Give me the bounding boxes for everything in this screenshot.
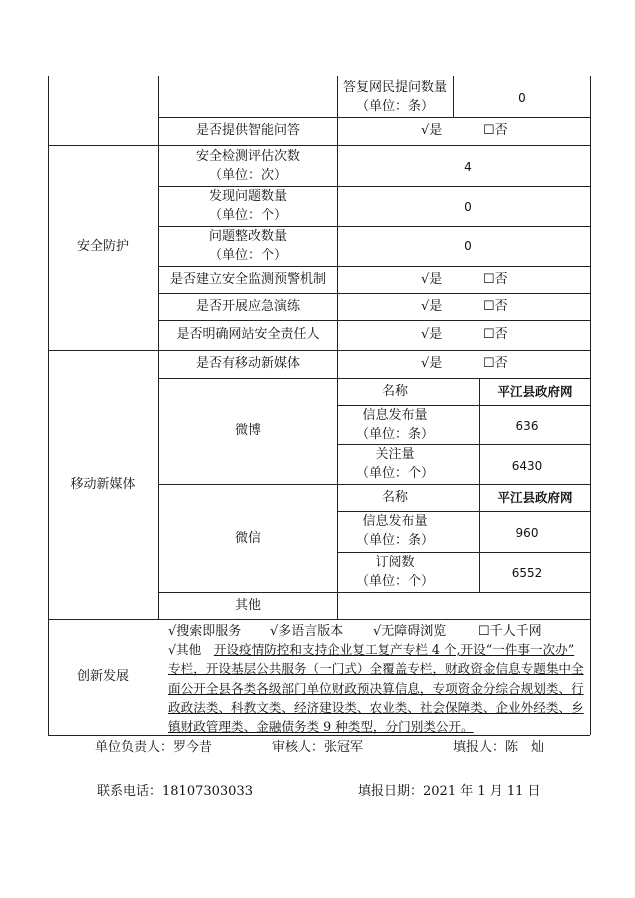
feature-accessibility: √无障碍浏览 [373,624,447,639]
row-rule [48,145,590,146]
reply-count-value: 0 [518,91,526,105]
check-count-label: 安全检测评估次数 [195,149,301,164]
weibo-follow-value: 6430 [511,459,543,473]
weibo-follow-label: 关注量 [375,447,415,462]
reply-count-label: 答复网民提问数量 [342,80,448,95]
issues-fixed-label: 问题整改数量 [208,229,288,244]
row-rule [158,293,590,294]
feature-personalized: ☐千人千网 [478,624,542,639]
issues-found-unit: （单位：个） [208,208,288,223]
smart-qa-no: ☐否 [483,123,508,138]
col-divider-3 [453,76,454,117]
filler: 填报人：陈 灿 [453,740,545,755]
wechat-posts-label: 信息发布量 [362,514,428,529]
monitoring-yes: √是 [421,272,443,287]
innovation-other-line: 镇财政管理类、金融债务类 9 种类型，分门别类公开。 [168,719,474,734]
wechat-label: 微信 [234,531,262,546]
reviewer: 审核人：张冠军 [272,740,364,755]
wechat-sub-value: 6552 [511,566,543,580]
responsible-label: 是否明确网站安全责任人 [176,327,320,342]
responsible-no: ☐否 [483,327,508,342]
has-media-yes: √是 [421,356,443,371]
col-divider-2 [337,76,338,619]
innovation-other-line [168,640,574,660]
issues-found-label: 发现问题数量 [208,189,288,204]
smart-qa-yes: √是 [421,123,443,138]
fill-date: 填报日期：2021 年 1 月 11 日 [358,784,541,799]
media-section-label: 移动新媒体 [70,477,136,492]
reply-count-unit: （单位：条） [355,99,435,114]
row-rule [158,117,590,118]
weibo-follow-unit: （单位：个） [355,466,435,481]
drill-yes: √是 [421,299,443,314]
table-border-left [48,76,49,735]
weibo-name-value: 平江县政府网 [497,384,573,399]
feature-search-service: √搜索即服务 [168,624,242,639]
security-section-label: 安全防护 [76,239,130,254]
drill-label: 是否开展应急演练 [195,299,301,314]
has-media-label: 是否有移动新媒体 [195,356,301,371]
monitoring-label: 是否建立安全监测预警机制 [169,272,327,287]
contact-phone: 联系电话：18107303033 [97,784,253,799]
row-rule [158,378,590,379]
monitoring-no: ☐否 [483,272,508,287]
feature-multilanguage: √多语言版本 [270,624,344,639]
wechat-name-label: 名称 [381,490,409,505]
check-count-unit: （单位：次） [208,168,288,183]
weibo-posts-value: 636 [515,419,539,433]
weibo-posts-unit: （单位：条） [355,427,435,442]
row-rule [158,266,590,267]
media-other-label: 其他 [234,598,262,613]
col-divider-4 [479,378,480,592]
weibo-name-label: 名称 [381,384,409,399]
weibo-label: 微博 [234,423,262,438]
weibo-posts-label: 信息发布量 [362,408,428,423]
has-media-no: ☐否 [483,356,508,371]
unit-head: 单位负责人：罗今昔 [95,740,213,755]
wechat-posts-value: 960 [515,526,539,540]
responsible-yes: √是 [421,327,443,342]
wechat-name-value: 平江县政府网 [497,490,573,505]
innovation-section-label: 创新发展 [76,669,130,684]
wechat-sub-unit: （单位：个） [355,574,435,589]
wechat-posts-unit: （单位：条） [355,533,435,548]
row-rule [48,619,590,620]
smart-qa-label: 是否提供智能问答 [195,123,301,138]
wechat-sub-label: 订阅数 [375,555,415,570]
innovation-other-line: 专栏，开设基层公共服务（一门式）全覆盖专栏，财政资金信息专题集中全 [168,661,584,676]
row-rule [158,484,590,485]
issues-fixed-unit: （单位：个） [208,248,288,263]
check-count-value: 4 [464,160,472,174]
drill-no: ☐否 [483,299,508,314]
row-rule [48,350,590,351]
table-border-right [590,76,591,735]
innovation-other-line: 面公开全县各类各级部门单位财政预决算信息，专项资金分综合规划类、行 [168,681,584,696]
innovation-other-text: 开设疫情防控和支持企业复工复产专栏 4 个,开设“一件事一次办” [213,642,575,657]
issues-found-value: 0 [464,200,472,214]
col-divider-1 [158,76,159,619]
row-rule [158,592,590,593]
innovation-other-lead: √其他 [168,642,202,657]
innovation-other-line: 政政法类、科教文类、经济建设类、农业类、社会保障类、企业外经类、乡 [168,700,584,715]
row-rule [158,320,590,321]
issues-fixed-value: 0 [464,239,472,253]
